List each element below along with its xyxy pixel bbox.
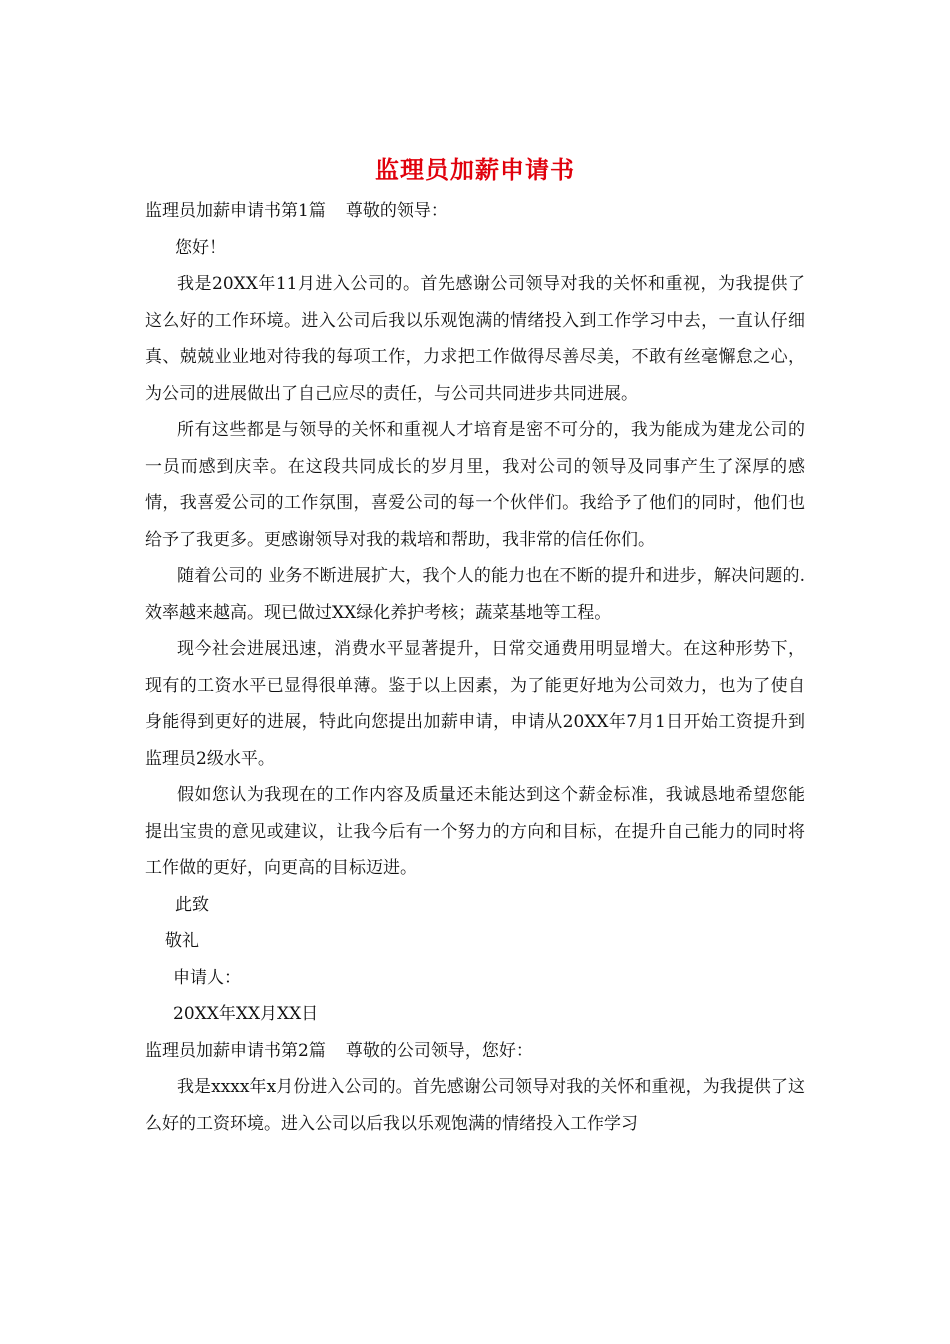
- section-heading: 监理员加薪申请书第2篇: [145, 1040, 326, 1061]
- body-line: [145, 230, 805, 267]
- body-paragraph: 随着公司的 业务不断进展扩大，我个人的能力也在不断的提升和进步，解决问题的.效率越来越高。现已做过XX绿化养护考核；蔬菜基地等工程。: [145, 566, 805, 623]
- salutation: 尊敬的公司领导，您好：: [345, 1040, 533, 1061]
- section-heading-line: [145, 1033, 805, 1070]
- body-line: [145, 923, 805, 960]
- body-paragraph: 所有这些都是与领导的关怀和重视人才培育是密不可分的，我为能成为建龙公司的一员而感到庆幸。在这段共同成长的岁月里，我对公司的领导及同事产生了深厚的感情，我喜爱公司的工作氛围，喜爱公司的每一个伙伴们。我给予了他们的同时，他们也给予了我更多。更感谢领导对我的栽培和帮助，我非常的信任你们。: [145, 420, 805, 550]
- document-body: [145, 193, 805, 1142]
- body-paragraph: 现今社会进展迅速，消费水平显著提升，日常交通费用明显增大。在这种形势下，现有的工资水平已显得很单薄。鉴于以上因素，为了能更好地为公司效力，也为了使自身能得到更好的进展，特此向您提出加薪申请，申请从20XX年7月1日开始工资提升到监理员2级水平。: [145, 639, 805, 769]
- line-text: 此致: [175, 894, 209, 915]
- body-paragraph: 假如您认为我现在的工作内容及质量还未能达到这个薪金标准，我诚恳地希望您能提出宝贵的意见或建议，让我今后有一个努力的方向和目标，在提升自己能力的同时将工作做的更好，向更高的目标迈进。: [145, 785, 805, 878]
- body-line: [145, 996, 805, 1033]
- section-heading: 监理员加薪申请书第1篇: [145, 201, 326, 221]
- body-line: [145, 887, 805, 924]
- section-heading-line: [145, 193, 805, 230]
- line-text: 20XX年XX月XX日: [173, 1004, 319, 1024]
- line-text: 您好！: [175, 237, 226, 258]
- line-text: 敬礼: [165, 931, 199, 951]
- body-line: [145, 960, 805, 997]
- salutation: 尊敬的领导：: [345, 201, 448, 221]
- document-title: 监理员加薪申请书: [375, 155, 575, 184]
- line-text: 申请人：: [173, 967, 241, 988]
- body-paragraph: 我是20XX年11月进入公司的。首先感谢公司领导对我的关怀和重视，为我提供了这么好的工作环境。进入公司后我以乐观饱满的情绪投入到工作学习中去，一直认仔细真、兢兢业业地对待我的每项工作，力求把工作做得尽善尽美，不敢有丝毫懈怠之心，为公司的进展做出了自己应尽的责任，与公司共同进步共同进展。: [145, 274, 805, 404]
- body-paragraph: 我是xxxx年x月份进入公司的。首先感谢公司领导对我的关怀和重视，为我提供了这么好的工资环境。进入公司以后我以乐观饱满的情绪投入工作学习: [145, 1077, 805, 1134]
